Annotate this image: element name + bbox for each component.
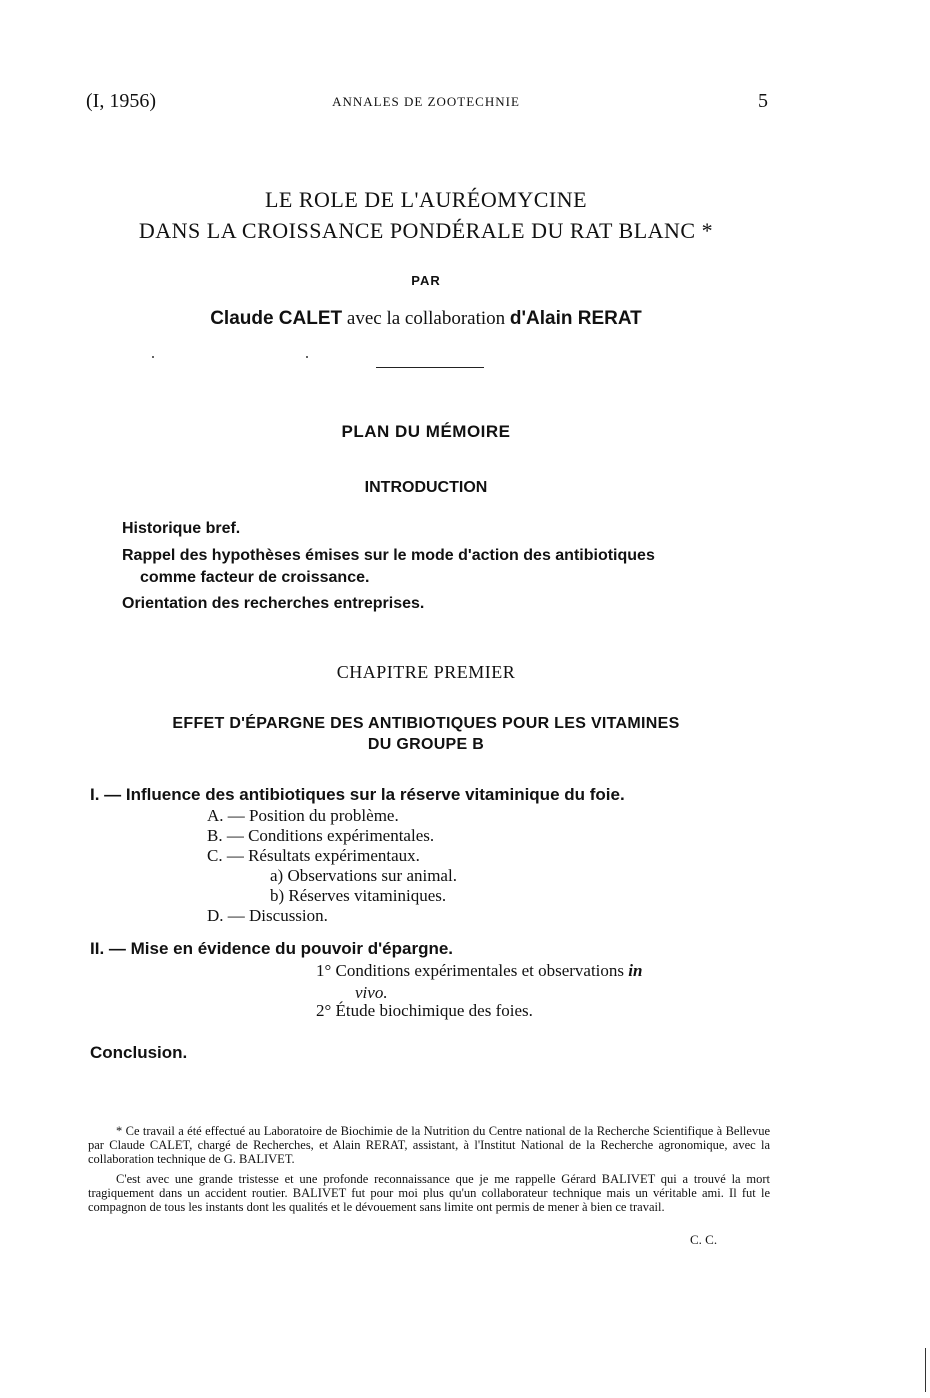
section-1-subitem: a) Observations sur animal. (270, 866, 457, 885)
section-1-item: D. — Discussion. (207, 906, 328, 925)
byline-joiner: avec la collaboration (346, 308, 506, 329)
section-1-heading: I. — Influence des antibiotiques sur la réserve vitaminique du foie. (90, 785, 625, 804)
footnote-paragraph-2: C'est avec une grande tristesse et une profonde reconnaissance que je me rappelle Gérard BALIVET qui a trouvé la mort tragiquement dans un accident routier. BALIVET fut pour moi plus qu'un collaborateur technique mais un véritable ami. Il fut le compagnon de tous les instants dont les qualités et le dévouement sans limite ont permis de mener à bien ce travail. (88, 1172, 770, 1214)
article-title-line1: LE ROLE DE L'AURÉOMYCINE (264, 187, 588, 212)
page-number: 5 (758, 90, 768, 112)
footnote-signature: C. C. (690, 1232, 718, 1247)
chapter-label: CHAPITRE PREMIER (336, 662, 516, 682)
conclusion-heading: Conclusion. (90, 1043, 188, 1062)
byline-authors (0, 308, 852, 330)
section-1-item: C. — Résultats expérimentaux. (207, 846, 420, 865)
section-1-item: A. — Position du problème. (207, 806, 399, 825)
article-title-line2: DANS LA CROISSANCE PONDÉRALE DU RAT BLANC * (138, 218, 714, 243)
author-1: Claude CALET (210, 308, 343, 329)
chapter-title-line1: EFFET D'ÉPARGNE DES ANTIBIOTIQUES POUR LES VITAMINES (172, 715, 680, 732)
section-1-subitem: b) Réserves vitaminiques. (270, 886, 447, 905)
footnote-paragraph-1: * Ce travail a été effectué au Laboratoire de Biochimie de la Nutrition du Centre national de la Recherche Scientifique à Bellevue par Claude CALET, chargé de Recherches, et Alain RERAT, assistant, à l'Institut National de la Recherche agronomique, avec la collaboration technique de G. BALIVET. (88, 1124, 770, 1166)
intro-item-continued: comme facteur de croissance. (140, 569, 370, 586)
section-2-item-1-vivo: vivo. (355, 983, 388, 1002)
scan-edge-mark (925, 1348, 926, 1392)
intro-item: Historique bref. (122, 520, 241, 537)
intro-item: Orientation des recherches entreprises. (122, 595, 425, 612)
chapter-title-line2: DU GROUPE B (367, 736, 485, 753)
intro-item: Rappel des hypothèses émises sur le mode d'action des antibiotiques (122, 547, 655, 564)
speck (152, 356, 154, 358)
byline-par: PAR (411, 273, 441, 288)
section-2-item-1-in: in (628, 961, 643, 980)
running-header-volume: (I, 1956) (86, 90, 156, 112)
section-2-item-2: 2° Étude biochimique des foies. (316, 1001, 533, 1020)
section-2-item-1 (316, 961, 642, 981)
author-2: d'Alain RERAT (509, 308, 642, 329)
section-1-item: B. — Conditions expérimentales. (207, 826, 435, 845)
section-2-item-1-text: 1° Conditions expérimentales et observations (316, 961, 625, 980)
running-header-journal: ANNALES DE ZOOTECHNIE (332, 94, 520, 109)
title-divider-rule (376, 367, 484, 368)
plan-heading: PLAN DU MÉMOIRE (341, 422, 511, 441)
section-2-heading: II. — Mise en évidence du pouvoir d'épargne. (90, 939, 454, 958)
intro-heading: INTRODUCTION (364, 479, 488, 496)
speck (306, 356, 308, 358)
